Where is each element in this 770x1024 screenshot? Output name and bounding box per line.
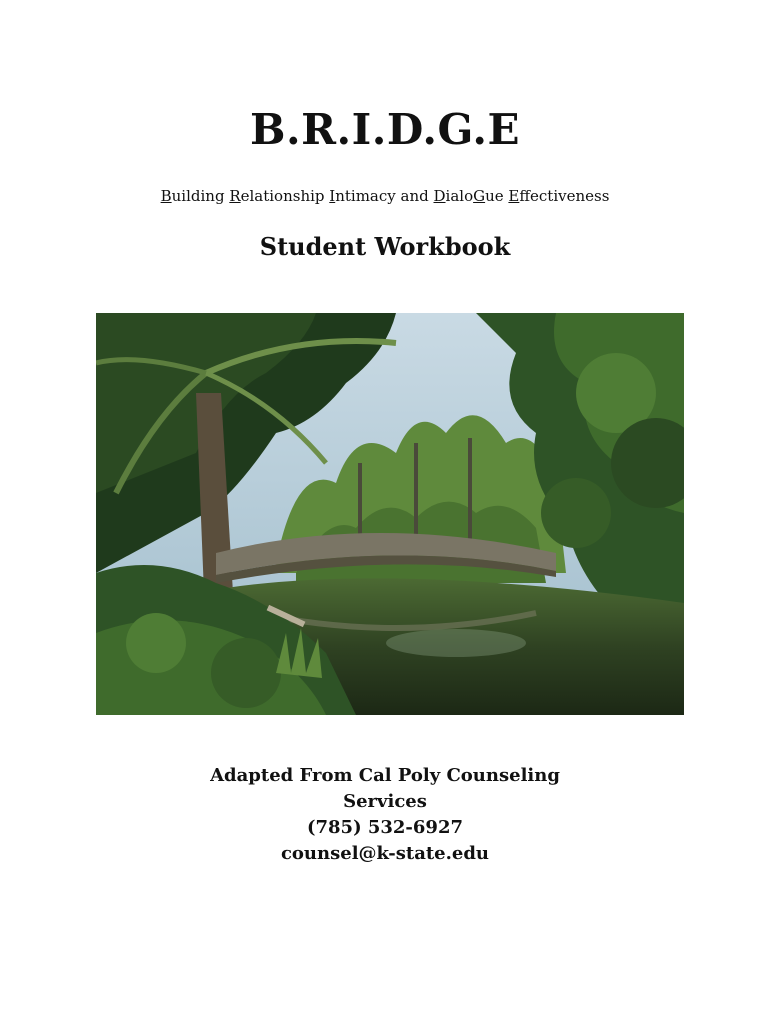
- footer-adapted-line: Adapted From Cal Poly Counseling: [210, 765, 560, 786]
- footer-block: [0, 763, 770, 867]
- document-subtitle: [0, 186, 770, 206]
- cover-photo: [96, 313, 684, 715]
- subtitle-word: Gue: [473, 187, 509, 205]
- workbook-heading: Student Workbook: [259, 232, 511, 261]
- subtitle-word: Effectiveness: [508, 187, 610, 205]
- footer-email: counsel@k-state.edu: [280, 843, 490, 864]
- footer-services-line: Services: [343, 791, 427, 812]
- footer-phone: (785) 532-6927: [306, 817, 463, 838]
- subtitle-word: Intimacy and: [329, 187, 434, 205]
- document-title: B.R.I.D.G.E: [250, 105, 520, 154]
- subtitle-word: Dialo: [433, 187, 474, 205]
- subtitle-word: Building: [160, 187, 230, 205]
- subtitle-word: Relationship: [229, 187, 330, 205]
